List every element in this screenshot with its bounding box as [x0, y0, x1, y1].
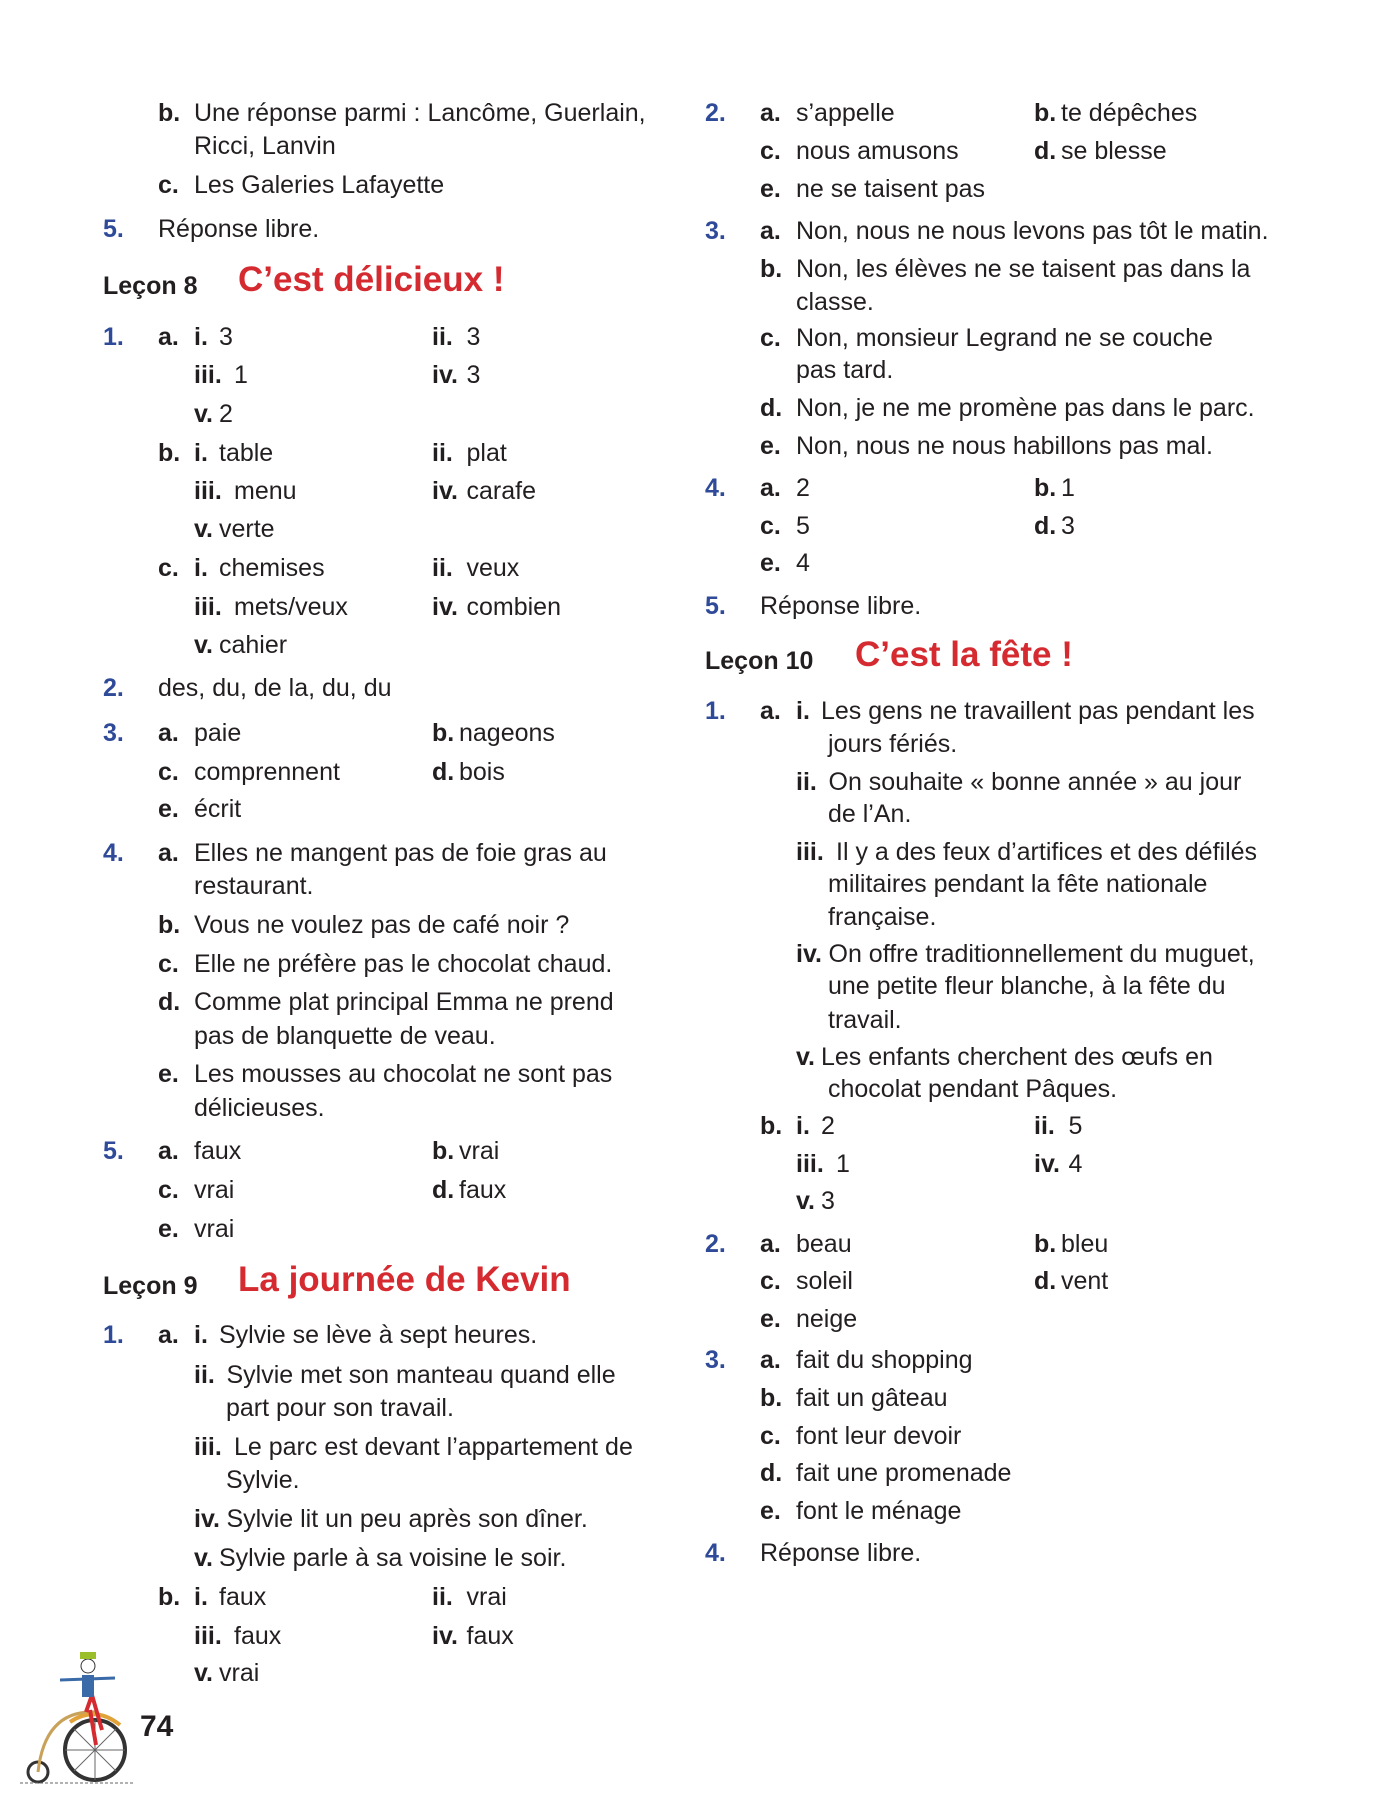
- second-label: ii.: [432, 438, 453, 467]
- second-label: iv.: [432, 477, 458, 506]
- roman-label: iii.: [194, 1621, 222, 1650]
- answer-line: [103, 1502, 803, 1536]
- answer-line: [103, 1173, 803, 1207]
- roman-label: i.: [796, 1111, 810, 1140]
- letter-label: c.: [760, 136, 781, 165]
- second-label: b.: [1034, 99, 1057, 128]
- second-answer-text: carafe: [466, 477, 536, 506]
- answer-line: [103, 755, 803, 789]
- answer-text: fait du shopping: [796, 1346, 973, 1375]
- second-answer-text: vrai: [459, 1137, 500, 1165]
- answer-line: [103, 1619, 803, 1653]
- answer-text: Ricci, Lanvin: [194, 132, 336, 161]
- lesson-heading: [103, 259, 803, 303]
- answer-line: [103, 1019, 803, 1053]
- second-answer-text: bleu: [1061, 1229, 1109, 1258]
- second-label: d.: [432, 757, 455, 786]
- answer-line: [705, 391, 1391, 425]
- second-label: b.: [432, 718, 455, 747]
- answer-line: [705, 694, 1391, 728]
- answer-text: chemises: [219, 554, 325, 583]
- answer-line: [705, 353, 1391, 387]
- letter-label: a.: [158, 1321, 179, 1350]
- answer-line: [103, 836, 803, 870]
- answer-text: pas tard.: [796, 356, 894, 385]
- second-label: ii.: [432, 554, 453, 583]
- answer-line: [705, 1227, 1391, 1261]
- answer-line: [103, 512, 803, 546]
- question-number: 5.: [103, 214, 124, 243]
- answer-line: [103, 1580, 803, 1614]
- answer-text: mets/veux: [234, 592, 348, 621]
- answer-line: [103, 590, 803, 624]
- answer-line: [705, 835, 1391, 869]
- answer-line: [103, 1091, 803, 1125]
- second-answer-text: faux: [459, 1175, 507, 1204]
- letter-label: e.: [158, 1214, 179, 1243]
- answer-line: [103, 1541, 803, 1575]
- roman-label: i.: [194, 1582, 208, 1611]
- question-number: 2.: [705, 1229, 726, 1258]
- answer-text: soleil: [796, 1267, 853, 1296]
- question-number: 3.: [705, 216, 726, 245]
- answer-text: 2: [796, 474, 810, 503]
- answer-line: [103, 985, 803, 1019]
- answer-line: [705, 1302, 1391, 1336]
- answer-text: Non, nous ne nous levons pas tôt le matin.: [796, 216, 1269, 245]
- letter-label: a.: [760, 1229, 781, 1258]
- answer-text: menu: [234, 477, 297, 506]
- answer-text: font leur devoir: [796, 1421, 962, 1450]
- answer-line: [103, 1391, 803, 1425]
- answer-text: 2: [219, 399, 233, 428]
- second-label: d.: [432, 1175, 455, 1204]
- letter-label: a.: [760, 99, 781, 128]
- second-answer-text: 1: [1061, 474, 1075, 503]
- letter-label: d.: [760, 1459, 783, 1488]
- letter-label: e.: [760, 174, 781, 203]
- answer-line: [705, 1072, 1391, 1106]
- question-number: 4.: [705, 474, 726, 503]
- roman-label: iii.: [796, 1149, 824, 1178]
- second-label: iv.: [432, 1621, 458, 1650]
- lesson-heading: [103, 1259, 803, 1303]
- answer-text: Le parc est devant l’appartement de: [234, 1433, 633, 1462]
- answer-text: Non, je ne me promène pas dans le parc.: [796, 394, 1255, 423]
- letter-label: b.: [760, 1111, 783, 1140]
- answer-text: On offre traditionnellement du muguet,: [828, 940, 1255, 969]
- answer-line: [103, 1463, 803, 1497]
- second-label: b.: [432, 1137, 455, 1165]
- answer-text: faux: [194, 1137, 242, 1165]
- answer-text: Les mousses au chocolat ne sont pas: [194, 1060, 613, 1089]
- answer-line: [103, 397, 803, 431]
- answer-line: [705, 765, 1391, 799]
- answer-text: classe.: [796, 287, 874, 316]
- letter-label: a.: [760, 216, 781, 245]
- letter-label: e.: [158, 1060, 179, 1089]
- answer-text: Sylvie parle à sa voisine le soir.: [219, 1543, 567, 1572]
- roman-label: v.: [194, 399, 213, 428]
- roman-label: v.: [194, 1543, 213, 1572]
- answer-line: [705, 214, 1391, 248]
- question-number: 3.: [705, 1346, 726, 1375]
- answer-line: [705, 1264, 1391, 1298]
- question-number: 4.: [103, 838, 124, 867]
- roman-label: ii.: [796, 767, 817, 796]
- letter-label: d.: [158, 988, 181, 1017]
- letter-label: b.: [158, 438, 181, 467]
- answer-text: Les enfants cherchent des œufs en: [821, 1043, 1213, 1072]
- question-number: 1.: [705, 696, 726, 725]
- question-number: 5.: [103, 1137, 124, 1165]
- roman-label: v.: [194, 515, 213, 544]
- answer-text: paie: [194, 718, 242, 747]
- letter-label: a.: [760, 696, 781, 725]
- second-answer-text: 4: [1068, 1149, 1083, 1178]
- answer-line: [103, 129, 803, 163]
- answer-line: [103, 1134, 803, 1168]
- lesson-label: Leçon 8: [103, 271, 198, 300]
- answer-text: 2: [821, 1111, 835, 1140]
- answer-text: 3: [219, 323, 233, 352]
- answer-text: On souhaite « bonne année » au jour: [828, 767, 1242, 796]
- roman-label: i.: [194, 1321, 208, 1350]
- answer-line: [705, 1536, 1391, 1570]
- question-number: 4.: [705, 1539, 726, 1568]
- answer-text: Non, les élèves ne se taisent pas dans la: [796, 254, 1251, 283]
- letter-label: e.: [760, 431, 781, 460]
- answer-text: fait un gâteau: [796, 1383, 948, 1412]
- lesson-heading: [705, 634, 1391, 678]
- letter-label: a.: [760, 1346, 781, 1375]
- answer-line: [705, 172, 1391, 206]
- answer-text: 5: [796, 511, 810, 540]
- second-answer-text: nageons: [459, 718, 555, 747]
- answer-text: Réponse libre.: [760, 1539, 922, 1568]
- answer-text: Elles ne mangent pas de foie gras au: [194, 838, 607, 867]
- letter-label: c.: [158, 757, 179, 786]
- answer-line: [705, 321, 1391, 355]
- second-answer-text: bois: [459, 757, 505, 786]
- page-number: 74: [140, 1710, 174, 1743]
- answer-line: [103, 947, 803, 981]
- answer-line: [103, 1212, 803, 1246]
- answer-line: [103, 96, 803, 130]
- answer-text: Sylvie se lève à sept heures.: [219, 1321, 538, 1350]
- second-label: d.: [1034, 511, 1057, 540]
- answer-line: [705, 96, 1391, 130]
- answer-text: neige: [796, 1305, 858, 1334]
- answer-text: de l’An.: [828, 799, 912, 828]
- letter-label: e.: [760, 1497, 781, 1526]
- answer-line: [705, 509, 1391, 543]
- roman-label: v.: [796, 1043, 815, 1072]
- answer-line: [103, 320, 803, 354]
- answer-line: [705, 727, 1391, 761]
- answer-text: Une réponse parmi : Lancôme, Guerlain,: [194, 99, 646, 128]
- answer-text: française.: [828, 902, 937, 931]
- answer-line: [103, 1358, 803, 1392]
- answer-text: Il y a des feux d’artifices et des défilés: [836, 837, 1258, 866]
- answer-text: Vous ne voulez pas de café noir ?: [194, 910, 570, 939]
- answer-text: 4: [796, 549, 810, 578]
- answer-line: [705, 1494, 1391, 1528]
- second-answer-text: vent: [1061, 1267, 1109, 1296]
- roman-label: iv.: [796, 940, 822, 969]
- answer-text: Comme plat principal Emma ne prend: [194, 988, 614, 1017]
- lesson-title: La journée de Kevin: [238, 1259, 571, 1299]
- roman-label: v.: [796, 1187, 815, 1216]
- answer-text: Non, monsieur Legrand ne se couche: [796, 324, 1213, 353]
- answer-text: Elle ne préfère pas le chocolat chaud.: [194, 949, 613, 978]
- answer-text: travail.: [828, 1005, 902, 1034]
- answer-line: [705, 429, 1391, 463]
- roman-label: v.: [194, 630, 213, 659]
- letter-label: c.: [760, 324, 781, 353]
- answer-line: [705, 134, 1391, 168]
- answer-line: [705, 969, 1391, 1003]
- answer-text: ne se taisent pas: [796, 174, 986, 203]
- lesson-title: C’est délicieux !: [238, 259, 505, 299]
- roman-label: iii.: [194, 477, 222, 506]
- answer-text: nous amusons: [796, 136, 959, 165]
- letter-label: a.: [158, 1137, 179, 1165]
- answer-line: [705, 900, 1391, 934]
- second-answer-text: se blesse: [1061, 136, 1167, 165]
- answer-text: délicieuses.: [194, 1093, 325, 1122]
- roman-label: iii.: [194, 1433, 222, 1462]
- answer-line: [705, 1147, 1391, 1181]
- second-label: ii.: [432, 323, 453, 352]
- answer-text: verte: [219, 515, 275, 544]
- roman-label: iv.: [194, 1505, 220, 1534]
- answer-text: 1: [836, 1149, 850, 1178]
- answer-line: [705, 797, 1391, 831]
- second-label: iv.: [1034, 1149, 1060, 1178]
- answer-text: comprennent: [194, 757, 340, 786]
- second-label: d.: [1034, 136, 1057, 165]
- answer-line: [103, 1656, 803, 1690]
- letter-label: c.: [158, 171, 179, 200]
- answer-text: Réponse libre.: [158, 214, 320, 243]
- answer-line: [705, 1456, 1391, 1490]
- second-label: ii.: [432, 1582, 453, 1611]
- answer-line: [103, 1430, 803, 1464]
- second-answer-text: faux: [466, 1621, 514, 1650]
- second-answer-text: 3: [466, 360, 481, 389]
- answer-text: table: [219, 438, 274, 467]
- answer-line: [705, 1381, 1391, 1415]
- second-label: iv.: [432, 592, 458, 621]
- question-number: 5.: [705, 591, 726, 620]
- letter-label: c.: [760, 1267, 781, 1296]
- roman-label: ii.: [194, 1361, 215, 1390]
- answer-text: Les Galeries Lafayette: [194, 171, 445, 200]
- second-answer-text: te dépêches: [1061, 99, 1198, 128]
- answer-line: [103, 474, 803, 508]
- answer-text: Réponse libre.: [760, 591, 922, 620]
- letter-label: c.: [158, 949, 179, 978]
- lesson-title: C’est la fête !: [855, 634, 1073, 674]
- second-label: ii.: [1034, 1111, 1055, 1140]
- second-answer-text: 3: [1061, 511, 1075, 540]
- second-answer-text: vrai: [466, 1582, 507, 1611]
- answer-line: [705, 589, 1391, 623]
- answer-line: [705, 1184, 1391, 1218]
- answer-text: part pour son travail.: [226, 1394, 454, 1423]
- answer-text: restaurant.: [194, 871, 314, 900]
- answer-text: faux: [219, 1582, 267, 1611]
- answer-line: [103, 716, 803, 750]
- roman-label: v.: [194, 1659, 213, 1688]
- question-number: 1.: [103, 323, 124, 352]
- answer-text: vrai: [194, 1214, 235, 1243]
- answer-text: faux: [234, 1621, 282, 1650]
- roman-label: i.: [796, 696, 810, 725]
- answer-text: s’appelle: [796, 99, 895, 128]
- answer-text: pas de blanquette de veau.: [194, 1021, 496, 1050]
- answer-text: chocolat pendant Pâques.: [828, 1075, 1118, 1104]
- answer-text: une petite fleur blanche, à la fête du: [828, 972, 1226, 1001]
- answer-text: Sylvie.: [226, 1466, 300, 1495]
- roman-label: iii.: [796, 837, 824, 866]
- answer-line: [103, 168, 803, 202]
- answer-text: cahier: [219, 630, 288, 659]
- letter-label: c.: [760, 1421, 781, 1450]
- answer-line: [103, 1318, 803, 1352]
- letter-label: b.: [760, 1383, 783, 1412]
- answer-line: [103, 869, 803, 903]
- letter-label: a.: [158, 323, 179, 352]
- letter-label: e.: [158, 795, 179, 824]
- second-label: d.: [1034, 1267, 1057, 1296]
- answer-line: [103, 908, 803, 942]
- letter-label: b.: [158, 910, 181, 939]
- letter-label: d.: [760, 394, 783, 423]
- answer-line: [103, 628, 803, 662]
- letter-label: e.: [760, 1305, 781, 1334]
- roman-label: iii.: [194, 592, 222, 621]
- answer-line: [103, 792, 803, 826]
- letter-label: c.: [158, 554, 179, 583]
- answer-line: [705, 252, 1391, 286]
- answer-text: vrai: [194, 1175, 235, 1204]
- answer-text: font le ménage: [796, 1497, 962, 1526]
- roman-label: iii.: [194, 360, 222, 389]
- answer-line: [705, 471, 1391, 505]
- letter-label: b.: [158, 1582, 181, 1611]
- answer-text: militaires pendant la fête nationale: [828, 869, 1208, 898]
- second-label: b.: [1034, 474, 1057, 503]
- answer-text: 1: [234, 360, 248, 389]
- roman-label: i.: [194, 554, 208, 583]
- question-number: 2.: [103, 674, 124, 703]
- answer-text: Les gens ne travaillent pas pendant les: [821, 696, 1255, 725]
- penny-farthing-cyclist-illustration: [20, 1650, 140, 1785]
- answer-text: jours fériés.: [828, 730, 958, 759]
- answer-line: [103, 1057, 803, 1091]
- answer-text: fait une promenade: [796, 1459, 1012, 1488]
- answer-line: [705, 1109, 1391, 1143]
- answer-text: des, du, de la, du, du: [158, 674, 392, 703]
- answer-line: [103, 212, 803, 246]
- answer-line: [705, 1419, 1391, 1453]
- answer-line: [103, 551, 803, 585]
- question-number: 2.: [705, 99, 726, 128]
- answer-text: Sylvie lit un peu après son dîner.: [226, 1505, 588, 1534]
- answer-line: [705, 867, 1391, 901]
- question-number: 1.: [103, 1321, 124, 1350]
- answer-line: [705, 1343, 1391, 1377]
- second-label: b.: [1034, 1229, 1057, 1258]
- answer-text: Sylvie met son manteau quand elle: [226, 1361, 616, 1390]
- letter-label: a.: [760, 474, 781, 503]
- answer-text: écrit: [194, 795, 242, 824]
- answer-line: [705, 285, 1391, 319]
- answer-line: [103, 436, 803, 470]
- answer-line: [705, 1003, 1391, 1037]
- answer-line: [705, 546, 1391, 580]
- lesson-label: Leçon 10: [705, 646, 814, 675]
- letter-label: b.: [760, 254, 783, 283]
- lesson-label: Leçon 9: [103, 1271, 198, 1300]
- answer-text: 3: [821, 1187, 835, 1216]
- letter-label: a.: [158, 838, 179, 867]
- roman-label: i.: [194, 323, 208, 352]
- second-answer-text: plat: [466, 438, 507, 467]
- answer-text: beau: [796, 1229, 852, 1258]
- second-answer-text: 5: [1068, 1111, 1083, 1140]
- answer-text: vrai: [219, 1659, 260, 1688]
- second-answer-text: combien: [466, 592, 561, 621]
- second-label: iv.: [432, 360, 458, 389]
- answer-line: [103, 358, 803, 392]
- letter-label: a.: [158, 718, 179, 747]
- second-answer-text: 3: [466, 323, 481, 352]
- roman-label: i.: [194, 438, 208, 467]
- answer-text: Non, nous ne nous habillons pas mal.: [796, 431, 1213, 460]
- question-number: 3.: [103, 718, 124, 747]
- letter-label: c.: [158, 1175, 179, 1204]
- letter-label: c.: [760, 511, 781, 540]
- letter-label: b.: [158, 99, 181, 128]
- second-answer-text: veux: [466, 554, 520, 583]
- answer-line: [705, 937, 1391, 971]
- answer-line: [705, 1040, 1391, 1074]
- answer-line: [103, 671, 803, 705]
- letter-label: e.: [760, 549, 781, 578]
